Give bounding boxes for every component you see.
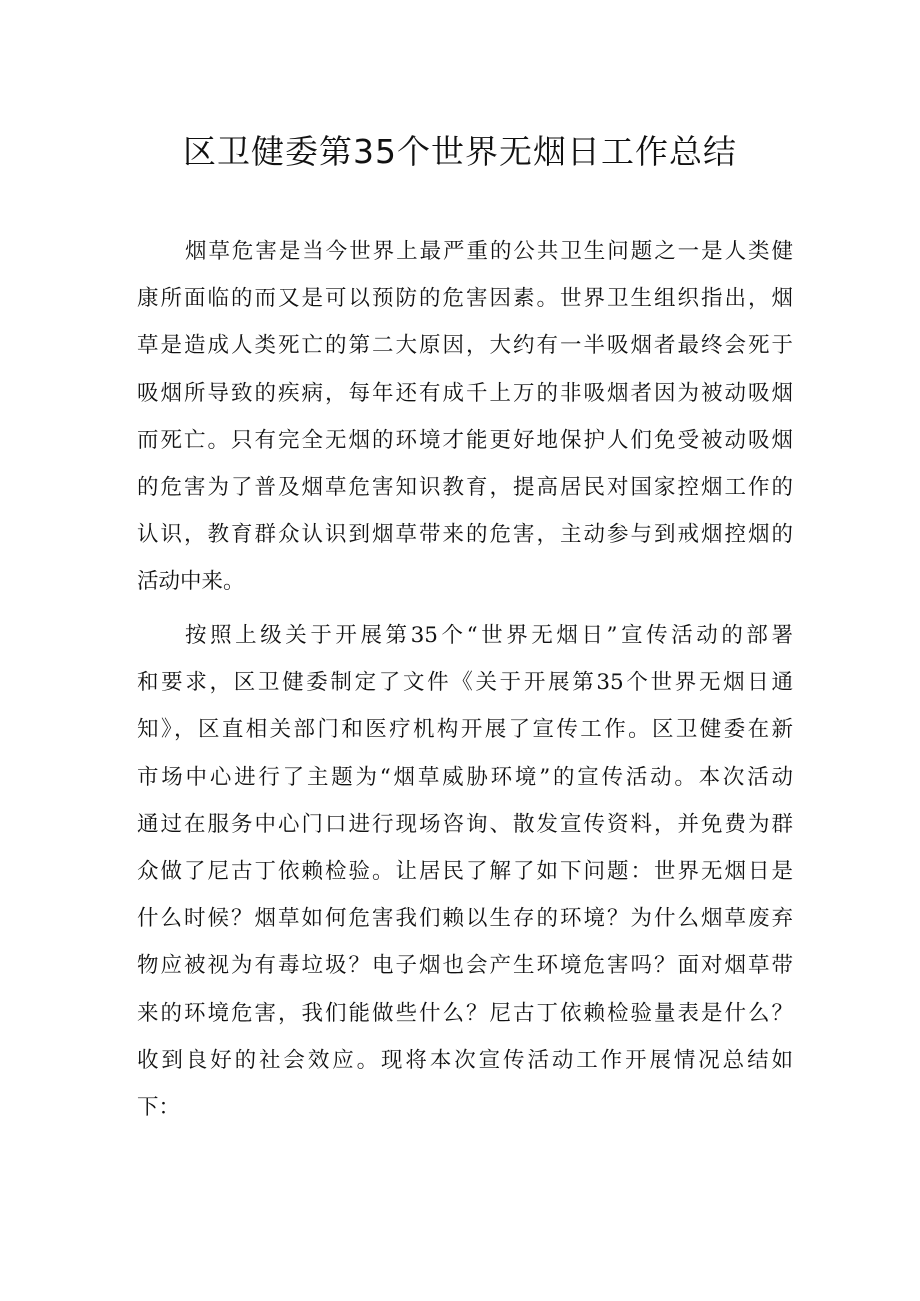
paragraph-line: 知》，区直相关部门和医疗机构开展了宣传工作。区卫健委在新 [137, 717, 793, 743]
paragraph-line: 和要求，区卫健委制定了文件《关于开展第35个世界无烟日通 [137, 670, 793, 696]
document-title: 区卫健委第35个世界无烟日工作总结 [183, 132, 737, 171]
paragraph-line: 吸烟所导致的疾病，每年还有成千上万的非吸烟者因为被动吸烟 [137, 380, 793, 406]
paragraph-1 [137, 228, 793, 606]
paragraph-line: 物应被视为有毒垃圾？电子烟也会产生环境危害吗？面对烟草带 [137, 953, 793, 979]
paragraph-line: 烟草危害是当今世界上最严重的公共卫生问题之一是人类健 [185, 239, 793, 264]
paragraph-line: 而死亡。只有完全无烟的环境才能更好地保护人们免受被动吸烟 [137, 427, 793, 453]
paragraph-line: 草是造成人类死亡的第二大原因，大约有一半吸烟者最终会死于 [137, 333, 793, 359]
paragraph-line: 按照上级关于开展第35个“世界无烟日”宣传活动的部署 [185, 623, 793, 648]
paragraph-line: 众做了尼古丁依赖检验。让居民了解了如下问题：世界无烟日是 [137, 858, 793, 884]
paragraph-line: 通过在服务中心门口进行现场咨询、散发宣传资料，并免费为群 [137, 811, 793, 837]
paragraph-line: 活动中来。 [137, 569, 245, 595]
paragraph-line: 认识，教育群众认识到烟草带来的危害，主动参与到戒烟控烟的 [137, 522, 793, 548]
paragraph-line: 康所面临的而又是可以预防的危害因素。世界卫生组织指出，烟 [137, 286, 793, 312]
paragraph-line: 来的环境危害，我们能做些什么？尼古丁依赖检验量表是什么？ [137, 1000, 793, 1026]
paragraph-line: 的危害为了普及烟草危害知识教育，提高居民对国家控烟工作的 [137, 474, 793, 500]
paragraph-line: 市场中心进行了主题为“烟草威胁环境”的宣传活动。本次活动 [137, 764, 793, 790]
paragraph-line: 下： [137, 1094, 181, 1120]
paragraph-line: 什么时候？烟草如何危害我们赖以生存的环境？为什么烟草废弃 [137, 906, 793, 932]
paragraph-line: 收到良好的社会效应。现将本次宣传活动工作开展情况总结如 [137, 1047, 793, 1073]
paragraph-2 [137, 612, 793, 1131]
